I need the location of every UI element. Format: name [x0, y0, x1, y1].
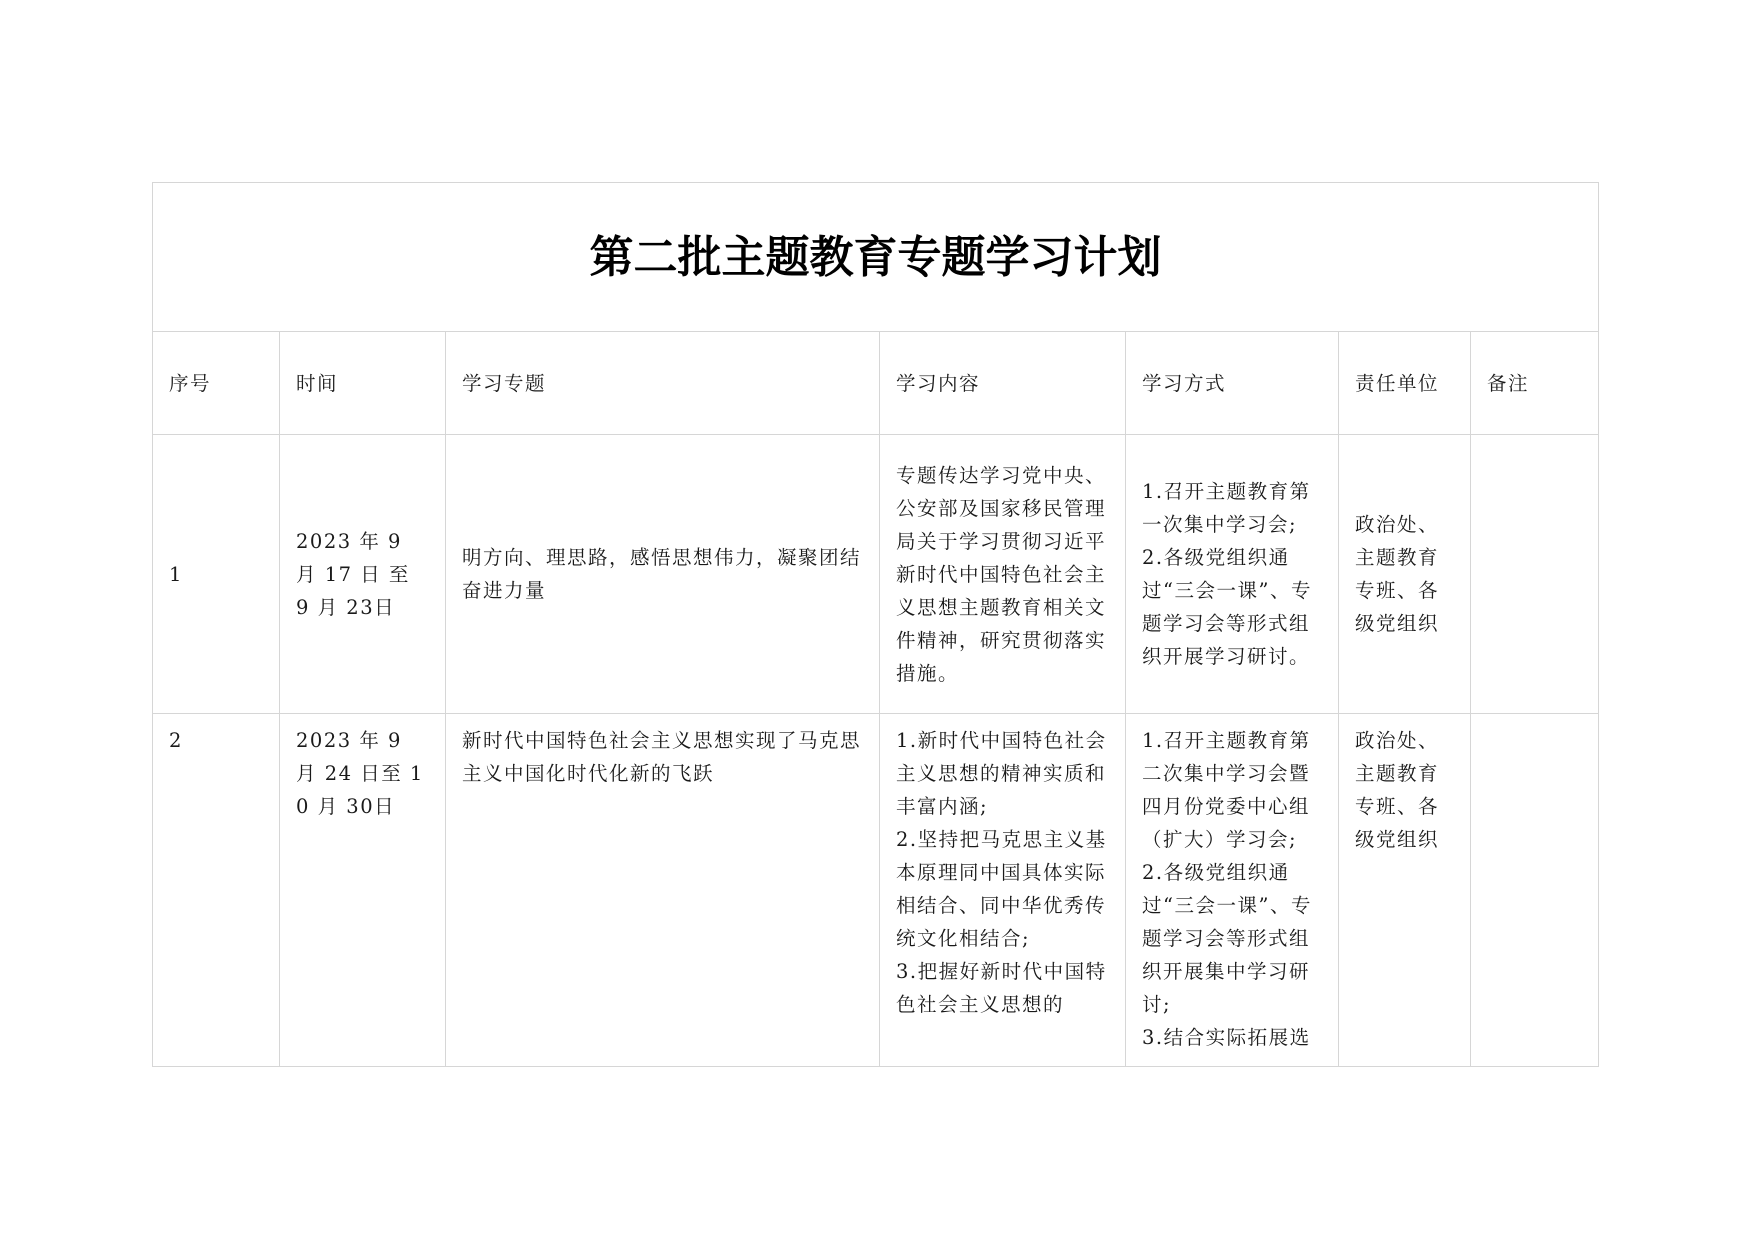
document-title: 第二批主题教育专题学习计划: [153, 183, 1599, 332]
cell-content: 1.新时代中国特色社会主义思想的精神实质和丰富内涵; 2.坚持把马克思主义基本原理同中国具体实际相结合、同中华优秀传统文化相结合; 3.把握好新时代中国特色社会主义思想的: [896, 729, 1107, 1016]
table-header-row: [153, 332, 1599, 435]
cell-topic: 新时代中国特色社会主义思想实现了马克思主义中国化时代化新的飞跃: [462, 729, 862, 785]
column-header-unit: 责任单位: [1339, 332, 1471, 435]
cell-method: 1.召开主题教育第二次集中学习会暨四月份党委中心组（扩大）学习会; 2.各级党组织通过“三会一课”、专题学习会等形式组织开展集中学习研讨; 3.结合实际拓展选: [1142, 729, 1312, 1049]
cell-no: 1: [153, 435, 280, 714]
cell-remark: [1487, 724, 1582, 1056]
column-header-topic: 学习专题: [446, 332, 880, 435]
cell-unit: 政治处、主题教育专班、各级党组织: [1339, 435, 1471, 714]
column-header-remark: 备注: [1471, 332, 1599, 435]
table-row: [153, 435, 1599, 714]
cell-time: 2023 年 9 月 17 日 至 9 月 23日: [280, 435, 446, 714]
cell-method: 1.召开主题教育第一次集中学习会; 2.各级党组织通过“三会一课”、专题学习会等形式组织开展学习研讨。: [1126, 435, 1339, 714]
cell-topic: 明方向、理思路，感悟思想伟力，凝聚团结奋进力量: [446, 435, 880, 714]
column-header-time: 时间: [280, 332, 446, 435]
cell-time: 2023 年 9 月 24 日至 10 月 30日: [296, 729, 424, 818]
column-header-method: 学习方式: [1126, 332, 1339, 435]
cell-no: 2: [169, 729, 183, 752]
cell-remark: [1471, 435, 1599, 714]
table-row: [153, 714, 1599, 1067]
cell-unit: 政治处、主题教育专班、各级党组织: [1355, 729, 1440, 851]
study-plan-table: [152, 182, 1599, 1067]
cell-content: 专题传达学习党中央、公安部及国家移民管理局关于学习贯彻习近平新时代中国特色社会主义思想主题教育相关文件精神，研究贯彻落实措施。: [880, 435, 1126, 714]
column-header-no: 序号: [153, 332, 280, 435]
column-header-content: 学习内容: [880, 332, 1126, 435]
